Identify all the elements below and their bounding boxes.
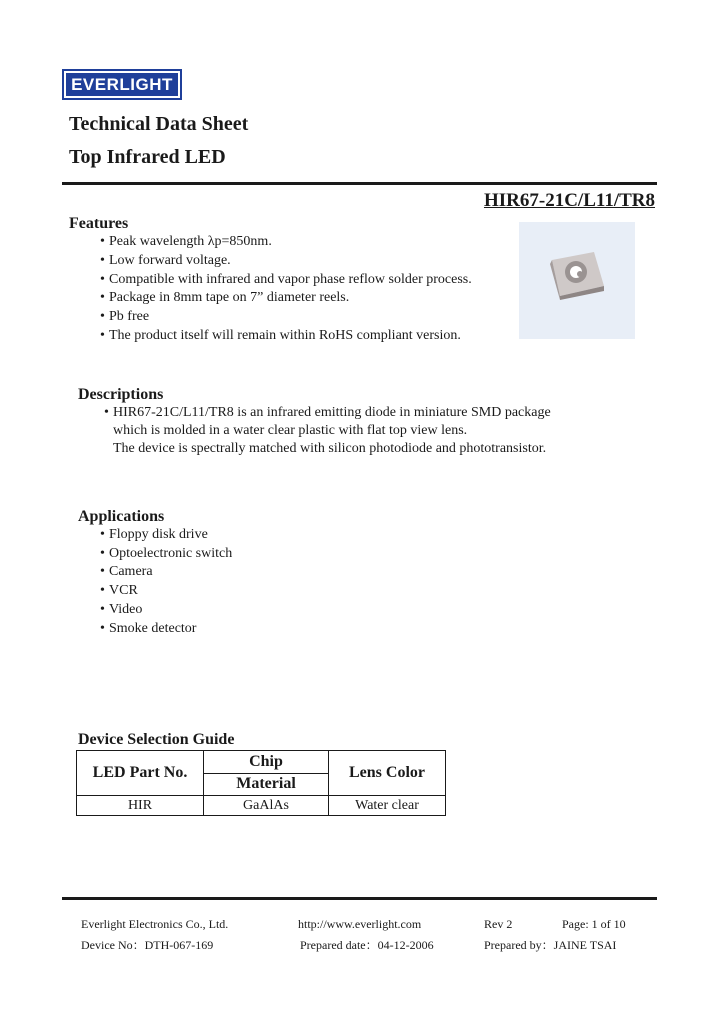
list-item: • Camera xyxy=(100,564,153,579)
header-rule xyxy=(62,182,657,185)
list-item: • The product itself will remain within RoHS compliant version. xyxy=(100,328,461,343)
bullet-icon: • xyxy=(100,272,105,287)
header-chip: Chip xyxy=(204,751,329,774)
footer-prepared-date: Prepared date：04-12-2006 xyxy=(300,938,434,952)
bullet-icon: • xyxy=(100,621,105,636)
footer-rule xyxy=(62,897,657,900)
cell-material: GaAlAs xyxy=(204,796,329,816)
table-row xyxy=(77,796,446,816)
selection-guide-heading: Device Selection Guide xyxy=(78,731,235,748)
bullet-icon: • xyxy=(100,290,105,305)
table-header-row xyxy=(77,751,446,774)
footer-company: Everlight Electronics Co., Ltd. xyxy=(81,917,229,931)
description-line: The device is spectrally matched with silicon photodiode and phototransistor. xyxy=(113,441,547,456)
bullet-icon: • xyxy=(100,328,105,343)
smd-led-icon xyxy=(546,250,606,300)
footer-rev: Rev 2 xyxy=(484,917,513,931)
bullet-icon: • xyxy=(100,583,105,598)
header-led-part: LED Part No. xyxy=(77,751,204,796)
descriptions-heading: Descriptions xyxy=(78,386,164,403)
bullet-icon: • xyxy=(100,234,105,249)
list-item: • Package in 8mm tape on 7” diameter reels. xyxy=(100,290,350,305)
logo-panel xyxy=(66,73,178,96)
bullet-icon: • xyxy=(100,602,105,617)
description-line: which is molded in a water clear plastic with flat top view lens. xyxy=(113,423,468,438)
bullet-icon: • xyxy=(104,405,109,420)
bullet-icon: • xyxy=(100,309,105,324)
header-lens-color: Lens Color xyxy=(329,751,446,796)
part-number: HIR67-21C/L11/TR8 xyxy=(483,190,655,211)
logo-text: EVERLIGHT xyxy=(71,74,173,94)
footer-device-no: Device No：DTH-067-169 xyxy=(81,938,214,952)
footer-page: Page: 1 of 10 xyxy=(562,917,626,931)
applications-heading: Applications xyxy=(78,508,165,525)
header-material: Material xyxy=(204,773,329,796)
bullet-icon: • xyxy=(100,253,105,268)
features-heading: Features xyxy=(69,215,129,232)
list-item: • VCR xyxy=(100,583,138,598)
list-item: • Video xyxy=(100,602,143,617)
footer-url: http://www.everlight.com xyxy=(298,917,422,931)
list-item: • Compatible with infrared and vapor phase reflow solder process. xyxy=(100,272,472,287)
cell-part: HIR xyxy=(77,796,204,816)
description-line: • HIR67-21C/L11/TR8 is an infrared emitting diode in miniature SMD package xyxy=(104,405,551,420)
cell-lens: Water clear xyxy=(329,796,446,816)
doc-subtitle: Top Infrared LED xyxy=(69,146,226,168)
product-photo xyxy=(519,222,635,339)
bullet-icon: • xyxy=(100,527,105,542)
bullet-icon: • xyxy=(100,564,105,579)
everlight-logo xyxy=(62,69,182,100)
bullet-icon: • xyxy=(100,546,105,561)
list-item: • Smoke detector xyxy=(100,621,197,636)
list-item: • Low forward voltage. xyxy=(100,253,231,268)
list-item: • Optoelectronic switch xyxy=(100,546,233,561)
doc-title: Technical Data Sheet xyxy=(69,113,249,135)
list-item: • Pb free xyxy=(100,309,150,324)
list-item: • Peak wavelength λp=850nm. xyxy=(100,234,272,249)
list-item: • Floppy disk drive xyxy=(100,527,208,542)
footer-prepared-by: Prepared by：JAINE TSAI xyxy=(484,938,617,952)
selection-guide-table xyxy=(76,750,446,816)
